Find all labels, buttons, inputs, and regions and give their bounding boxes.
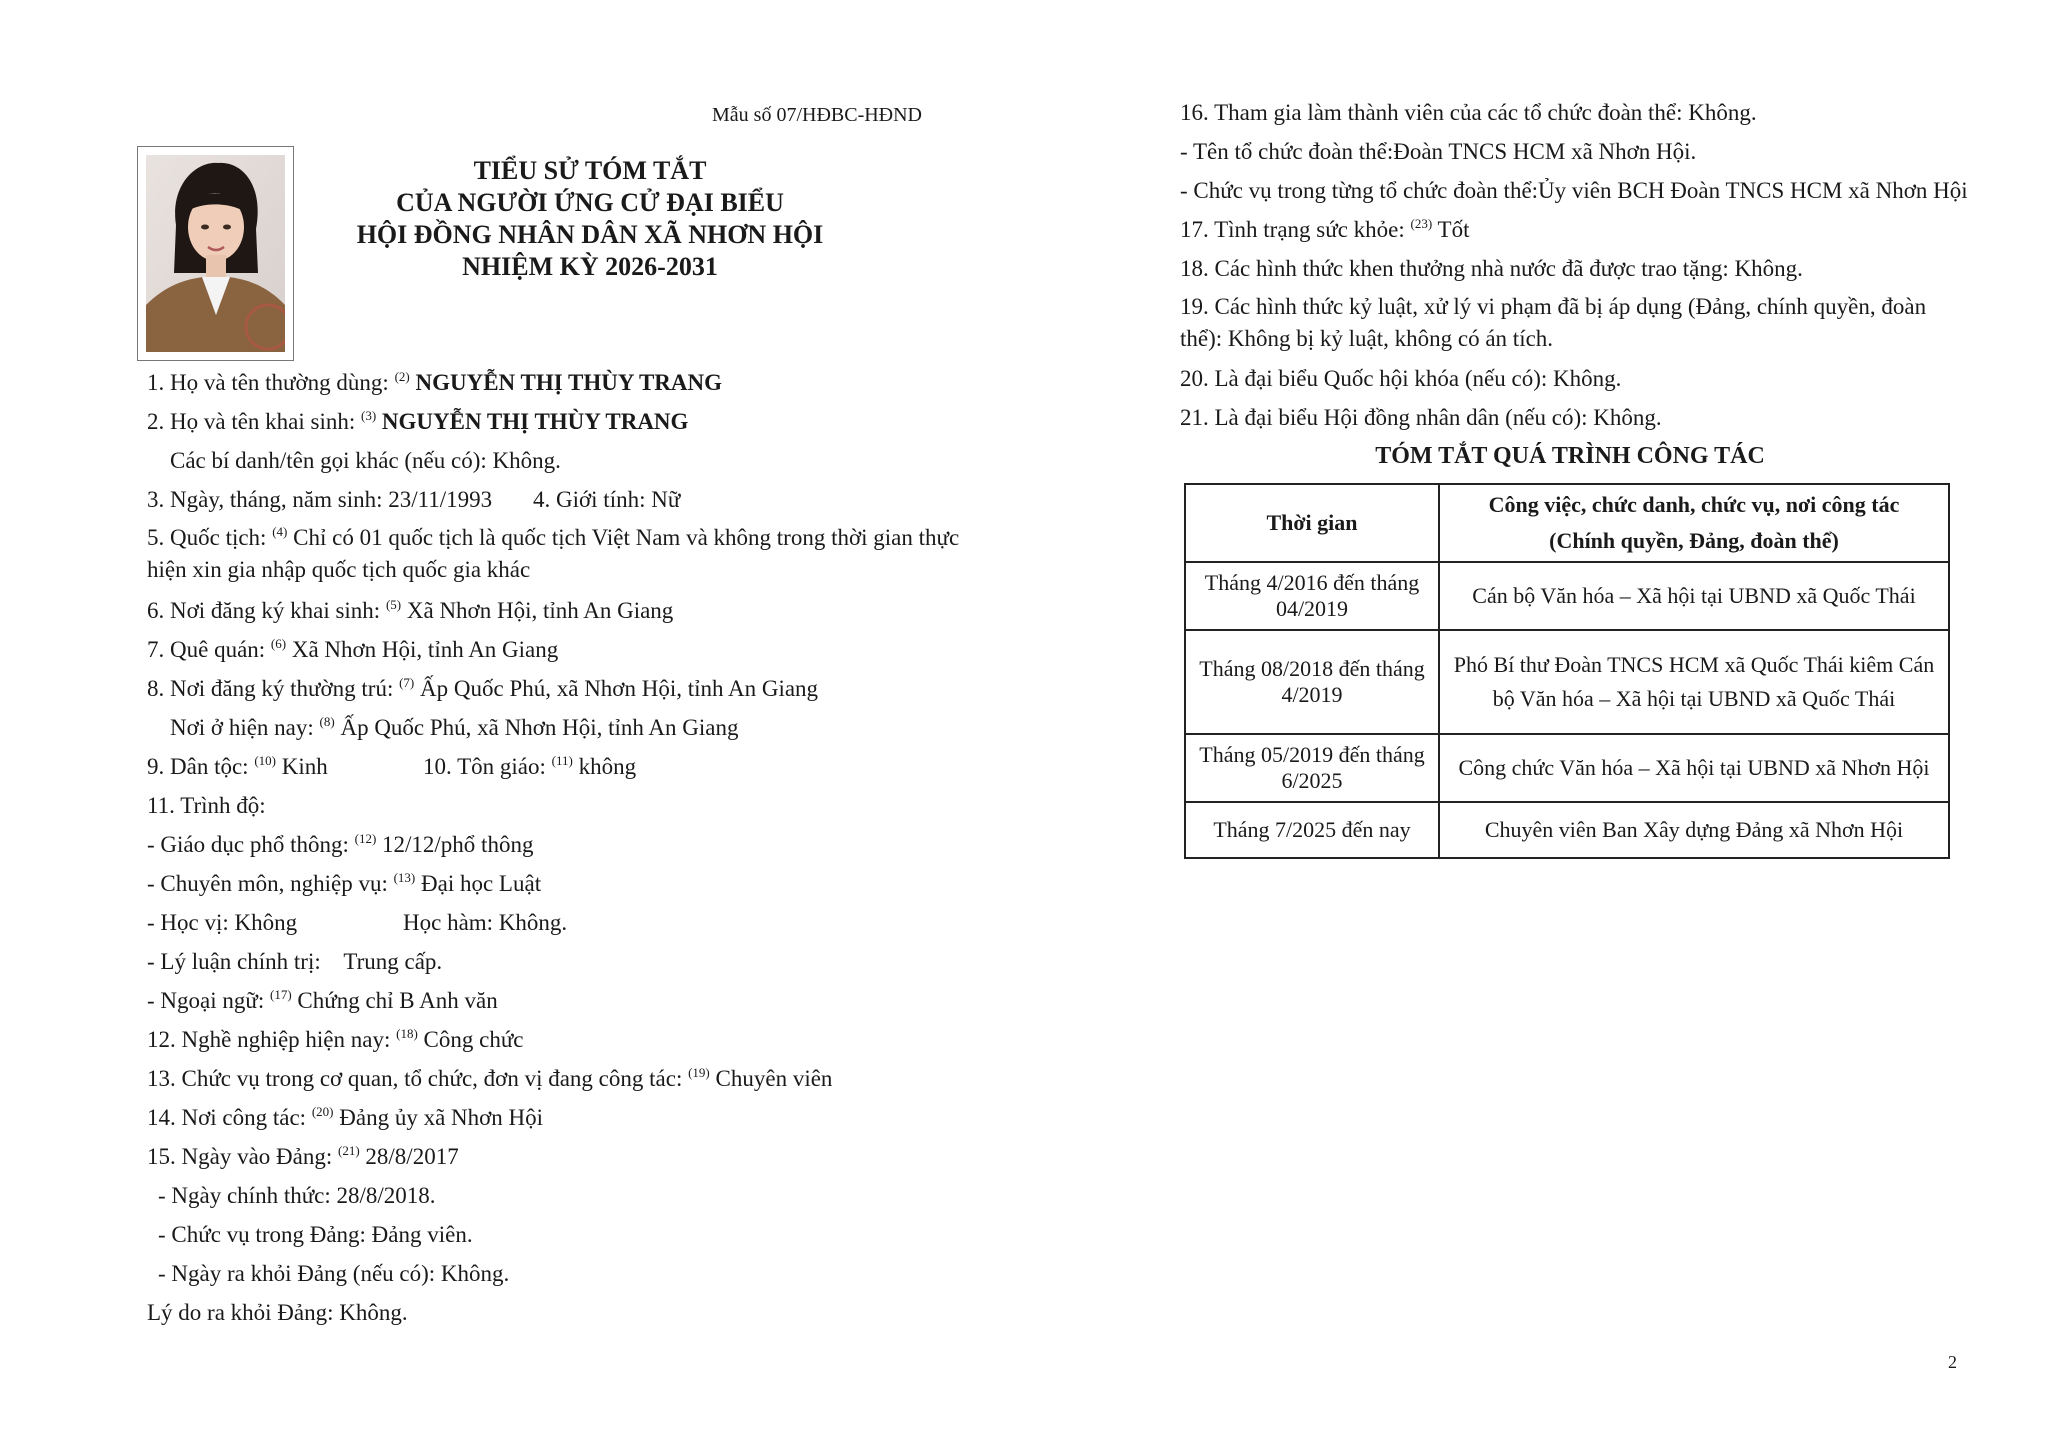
- field-degree: - Học vị: Không: [147, 910, 298, 935]
- header-job-line-1: Công việc, chức danh, chức vụ, nơi công tác: [1488, 492, 1900, 517]
- field-party-leave-date: - Ngày ra khỏi Đảng (nếu có): Không.: [158, 1261, 510, 1286]
- header-job: [1439, 484, 1949, 562]
- title-line-4: NHIỆM KỲ 2026-2031: [462, 252, 718, 281]
- row-job: Cán bộ Văn hóa – Xã hội tại UBND xã Quốc Thái: [1439, 562, 1949, 630]
- field-political-theory: - Lý luận chính trị: Trung cấp.: [147, 949, 443, 974]
- header-job-line-2: (Chính quyền, Đảng, đoàn thể): [1549, 528, 1839, 553]
- field-peoples-council: 21. Là đại biểu Hội đồng nhân dân (nếu có): Không.: [1180, 405, 1662, 430]
- form-number: Mẫu số 07/HĐBC-HĐND: [712, 104, 922, 126]
- field-specialization: - Chuyên môn, nghiệp vụ: $^{(13)}$ Đại học Luật: [147, 870, 542, 896]
- field-current-residence: Nơi ở hiện nay: $^{(8)}$ Ấp Quốc Phú, xã Nhơn Hội, tỉnh An Giang: [170, 714, 739, 740]
- field-position: 13. Chức vụ trong cơ quan, tổ chức, đơn vị đang công tác: $^{(19)}$ Chuyên viên: [147, 1065, 833, 1091]
- field-birth-date: 3. Ngày, tháng, năm sinh: 23/11/1993: [147, 487, 493, 512]
- field-foreign-language: - Ngoại ngữ: $^{(17)}$ Chứng chỉ B Anh văn: [147, 987, 498, 1013]
- row-time: Tháng 7/2025 đến nay: [1185, 802, 1439, 858]
- table-row: [1185, 734, 1949, 802]
- field-organization-position: - Chức vụ trong từng tổ chức đoàn thể:Ủy viên BCH Đoàn TNCS HCM xã Nhơn Hội: [1180, 178, 1968, 203]
- field-alias: Các bí danh/tên gọi khác (nếu có): Không.: [170, 448, 561, 473]
- field-birth-name: 2. Họ và tên khai sinh: $^{(3)}$ NGUYỄN THỊ THÙY TRANG: [147, 408, 689, 434]
- field-organizations: 16. Tham gia làm thành viên của các tổ chức đoàn thể: Không.: [1180, 100, 1757, 125]
- field-workplace: 14. Nơi công tác: $^{(20)}$ Đảng ủy xã Nhơn Hội: [147, 1104, 544, 1130]
- field-party-join-date: 15. Ngày vào Đảng: $^{(21)}$ 28/8/2017: [147, 1143, 459, 1169]
- field-awards: 18. Các hình thức khen thưởng nhà nước đã được trao tặng: Không.: [1180, 256, 1803, 281]
- page-number: 2: [1948, 1352, 1957, 1372]
- work-history-title: TÓM TẮT QUÁ TRÌNH CÔNG TÁC: [1375, 443, 1765, 469]
- field-party-official-date: - Ngày chính thức: 28/8/2018.: [158, 1183, 436, 1208]
- field-hometown: 7. Quê quán: $^{(6)}$ Xã Nhơn Hội, tỉnh An Giang: [147, 636, 559, 662]
- table-row: [1185, 630, 1949, 734]
- field-gender: 4. Giới tính: Nữ: [533, 487, 681, 512]
- field-nationality: 5. Quốc tịch: $^{(4)}$ Chỉ có 01 quốc tịch là quốc tịch Việt Nam và không trong thời gian thực hiện xin gia nhập quốc tịch quốc gia khác: [147, 524, 960, 582]
- field-party-position: - Chức vụ trong Đảng: Đảng viên.: [158, 1222, 473, 1247]
- table-header-row: [1185, 484, 1949, 562]
- field-occupation: 12. Nghề nghiệp hiện nay: $^{(18)}$ Công chức: [147, 1026, 524, 1052]
- title-line-2: CỦA NGƯỜI ỨNG CỬ ĐẠI BIỂU: [396, 188, 784, 217]
- field-permanent-residence: 8. Nơi đăng ký thường trú: $^{(7)}$ Ấp Quốc Phú, xã Nhơn Hội, tỉnh An Giang: [147, 675, 819, 701]
- row-time: Tháng 4/2016 đến tháng 04/2019: [1185, 562, 1439, 630]
- field-birth-registration: 6. Nơi đăng ký khai sinh: $^{(5)}$ Xã Nhơn Hội, tỉnh An Giang: [147, 597, 674, 623]
- title-line-1: TIỂU SỬ TÓM TẮT: [473, 156, 707, 185]
- header-time: Thời gian: [1185, 484, 1439, 562]
- field-organization-name: - Tên tổ chức đoàn thể:Đoàn TNCS HCM xã Nhơn Hội.: [1180, 139, 1697, 164]
- field-education-heading: 11. Trình độ:: [147, 793, 266, 818]
- field-ethnicity: 9. Dân tộc: $^{(10)}$ Kinh: [147, 753, 328, 779]
- portrait-photo: [137, 146, 294, 361]
- field-religion: 10. Tôn giáo: $^{(11)}$ không: [423, 753, 637, 779]
- field-common-name: 1. Họ và tên thường dùng: $^{(2)}$ NGUYỄN THỊ THÙY TRANG: [147, 369, 723, 395]
- portrait-image: [146, 155, 285, 352]
- table-row: [1185, 802, 1949, 858]
- row-job: Công chức Văn hóa – Xã hội tại UBND xã Nhơn Hội: [1439, 734, 1949, 802]
- field-health: 17. Tình trạng sức khỏe: $^{(23)}$ Tốt: [1180, 216, 1470, 242]
- row-job: Chuyên viên Ban Xây dựng Đảng xã Nhơn Hội: [1439, 802, 1949, 858]
- field-national-assembly: 20. Là đại biểu Quốc hội khóa (nếu có): Không.: [1180, 366, 1622, 391]
- field-discipline: 19. Các hình thức kỷ luật, xử lý vi phạm đã bị áp dụng (Đảng, chính quyền, đoàn thể): Không bị kỷ luật, không có án tích.: [1180, 294, 1927, 351]
- field-academic-title: Học hàm: Không.: [403, 910, 568, 935]
- field-party-leave-reason: Lý do ra khỏi Đảng: Không.: [147, 1300, 408, 1325]
- field-general-education: - Giáo dục phổ thông: $^{(12)}$ 12/12/phổ thông: [147, 831, 534, 857]
- row-time: Tháng 08/2018 đến tháng 4/2019: [1185, 630, 1439, 734]
- row-time: Tháng 05/2019 đến tháng 6/2025: [1185, 734, 1439, 802]
- table-row: [1185, 562, 1949, 630]
- row-job: Phó Bí thư Đoàn TNCS HCM xã Quốc Thái kiêm Cán bộ Văn hóa – Xã hội tại UBND xã Quốc Thái: [1439, 630, 1949, 734]
- work-history-table: [1184, 483, 1950, 859]
- title-line-3: HỘI ĐỒNG NHÂN DÂN XÃ NHƠN HỘI: [356, 220, 824, 249]
